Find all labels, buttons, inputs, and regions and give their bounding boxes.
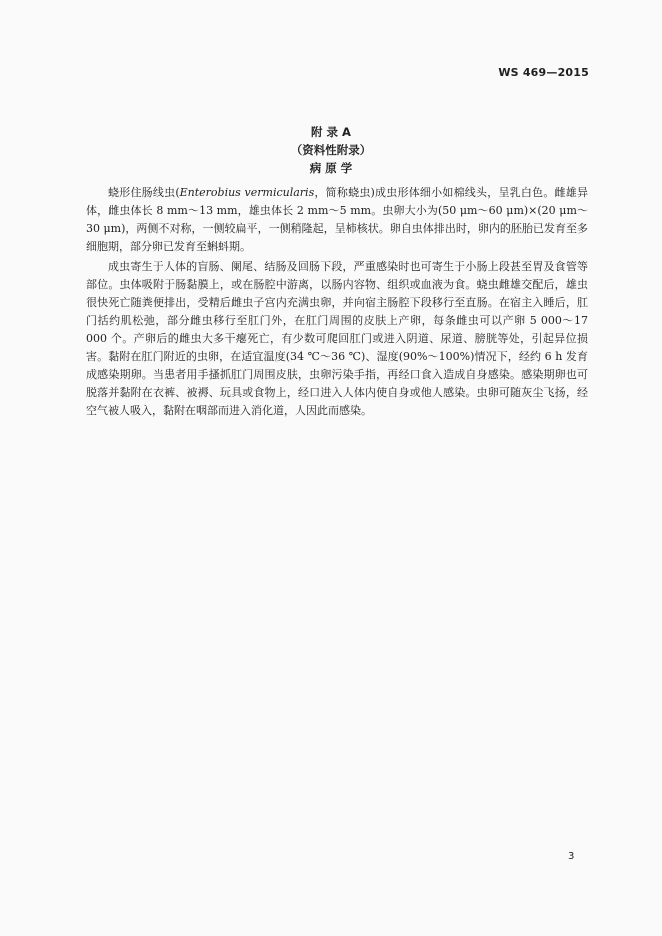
appendix-title: 附 录 A	[311, 125, 351, 139]
paragraph-morphology	[86, 184, 588, 256]
body-text	[86, 184, 588, 422]
appendix-subtitle: 病 原 学	[309, 161, 353, 175]
appendix-nature: （资料性附录）	[290, 143, 372, 157]
latin-name: Enterobius vermicularis	[179, 186, 315, 199]
standard-code: WS 469—2015	[498, 66, 589, 79]
paragraph-morphology-pre: 蛲形住肠线虫(	[108, 186, 180, 199]
paragraph-life-cycle: 成虫寄生于人体的盲肠、阑尾、结肠及回肠下段，严重感染时也可寄生于小肠上段甚至胃及食管等部位。虫体吸附于肠黏膜上，或在肠腔中游离，以肠内容物、组织或血液为食。蛲虫雌雄交配后，雄虫很快死亡随粪便排出，受精后雌虫子宫内充满虫卵，并向宿主肠腔下段移行至直肠。在宿主入睡后，肛门括约肌松弛，部分雌虫移行至肛门外，在肛门周围的皮肤上产卵，每条雌虫可以产卵 5 000～17 000 个。产卵后的雌虫大多干瘪死亡，有少数可爬回肛门或进入阴道、尿道、膀胱等处，引起异位损害。黏附在肛门附近的虫卵，在适宜温度(34 ℃～36 ℃)、湿度(90%～100%)情况下，经约 6 h 发育成感染期卵。当患者用手搔抓肛门周围皮肤，虫卵污染手指，再经口食入造成自身感染。感染期卵也可脱落并黏附在衣裤、被褥、玩具或食物上，经口进入人体内使自身或他人感染。虫卵可随灰尘飞扬，经空气被人吸入，黏附在咽部而进入消化道，人因此而感染。	[86, 260, 588, 417]
paragraph-morphology-post: ，简称蛲虫)成虫形体细小如棉线头，呈乳白色。雌雄异体，雌虫体长 8 mm～13 mm，雄虫体长 2 mm～5 mm。虫卵大小为(50 μm～60 μm)×(20 μm～30 μm)，两侧不对称，一侧较扁平，一侧稍隆起，呈柿核状。卵自虫体排出时，卵内的胚胎已发育至多细胞期，部分卵已发育至蝌蚪期。	[86, 186, 588, 253]
page-number: 3	[568, 851, 575, 862]
